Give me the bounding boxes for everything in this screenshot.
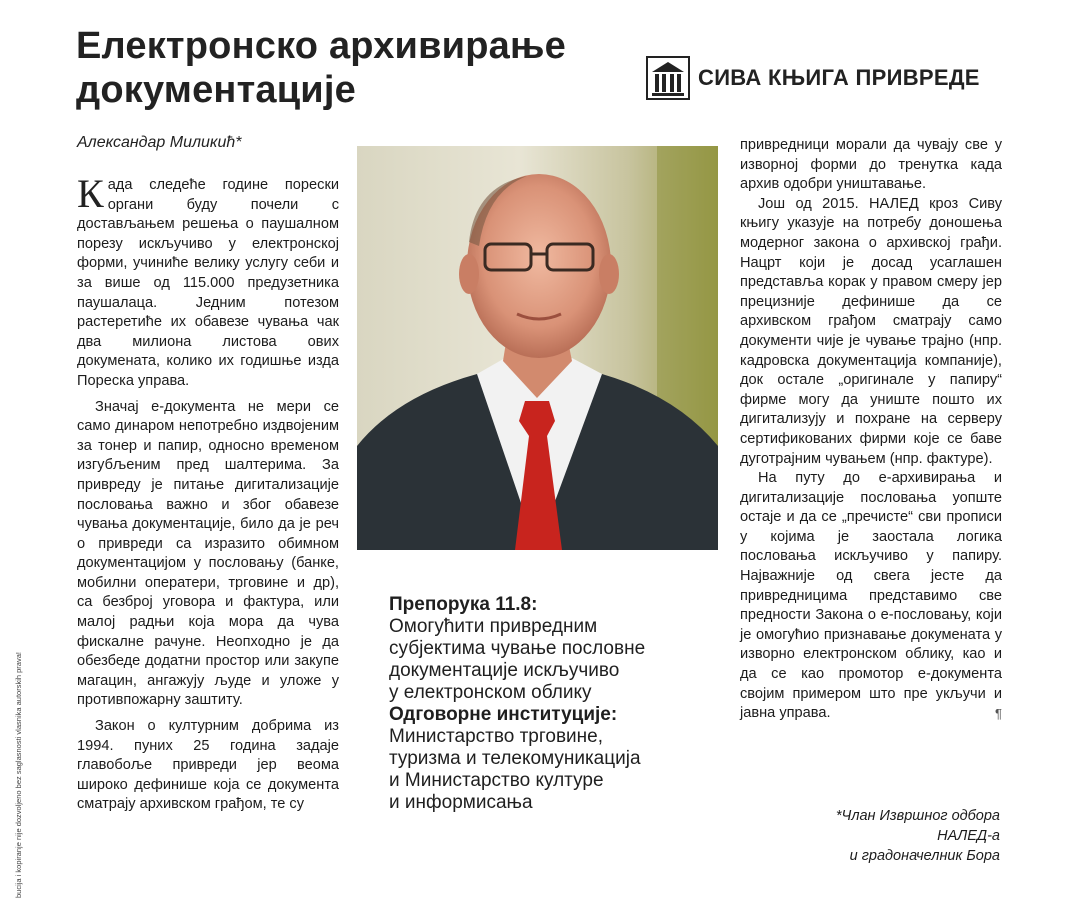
recommendation-label: Препорука 11.8: [389, 594, 538, 615]
brand-title: СИВА КЊИГА ПРИВРЕДЕ [698, 65, 980, 90]
right-paragraph-3 [740, 469, 1002, 724]
left-article-column [77, 171, 339, 815]
building-columns-logo [646, 56, 690, 100]
recommendation-line-1: Омогућити привредним [389, 616, 598, 637]
institutions-label: Одговорне институције: [389, 704, 618, 725]
right-article-column [740, 136, 1002, 724]
signature-line-1: *Члан Извршног одбора [835, 808, 1000, 824]
author-byline: Александар Миликић* [77, 134, 242, 151]
right-paragraph-1: привредници морали да чувају све у изворној форми до тренутка када архив одобри уништавање. [740, 137, 1002, 193]
recommendation-box [389, 594, 709, 814]
headline-line-1: Електронско архивирање [76, 25, 566, 67]
signature-line-3: и градоначелник Бора [849, 848, 1000, 864]
left-paragraph-3: Закон о културним добрима из 1994. пуних 25 година задаје главобоље привреди јер веома широко дефинише која се документа сматрају архивском грађом, те су [77, 718, 339, 813]
institution-line-1: Министарство трговине, [389, 726, 603, 747]
author-signature-note [760, 806, 1000, 866]
institution-line-2: туризма и телекомуникација [389, 748, 641, 769]
recommendation-line-2: субјектима чување пословне [389, 638, 646, 659]
left-paragraph-1 [77, 171, 339, 392]
copyright-text: bucija i kopiranje nije dozvoljeno bez saglasnosti vlasnika autorskih prava! [14, 652, 23, 898]
headline-line-2: документације [76, 69, 356, 111]
article-headline [76, 24, 636, 112]
left-paragraph-1-text: ада следеће године порески органи буду почели с достављањем решења о паушалном порезу искључиво у електронској форми, учиниће велику услугу себи и за више од 115.000 предузетника паушалаца. Једним потезом растеретиће их обавезе чувања чак два милиона листова ових докумената, колико их годишње изда Пореска управа. [77, 177, 339, 389]
author-portrait-photo [357, 146, 718, 550]
left-paragraph-2: Значај е-документа не мери се само динаром непотребно издвојеним за тонер и папир, односно временом изгубљеним пред шалтерима. За привреду је питање дигитализације пословања важно и због обавезе чувања документације, било да је реч о привреди са изразито обимном документацијом у пословању (банке, мобилни оператери, трговине и др), са безброј уговора и фактура, или малој радњи која мора да чува фискалне рачуне. Неопходно је да обезбеде додатни простор или закупе магацин, ангажују људе и уложе у противпожарну заштиту. [77, 398, 339, 709]
recommendation-line-3: документације искључиво [389, 660, 620, 681]
drop-cap: К [77, 171, 104, 216]
signature-line-2: НАЛЕД-а [937, 828, 1000, 844]
recommendation-line-4: у електронском облику [389, 682, 592, 703]
right-paragraph-3-text: На путу до е-архивирања и дигитализације пословања уопште остаје и да се „пречисте“ сви прописи у којима је заостала логика пословања искључиво у папиру. Најважније од свега јесте да привредницима представимо све предности Закона о е-пословању, који је омогућио признавање докумената у изворно електронском облику, као и да се као промотор е-документа својим примером што пре укључи и јавна управа. [740, 470, 1002, 722]
right-paragraph-2: Још од 2015. НАЛЕД кроз Сиву књигу указује на потребу доношења модерног закона о архивској грађи. Нацрт који је досад усаглашен представља корак у правом смеру јер прецизније дефинише да се архивском грађом сматрају само документи чије је чување трајно (нпр. кадровска документација компаније), док остале „оригинале у папиру“ фирме могу да униште пошто их дигитализују и похране на серверу сертификованих фирми које се баве дуготрајним чувањем (нпр. фактуре). [740, 195, 1002, 467]
end-of-article-mark: ¶ [995, 706, 1002, 722]
institution-line-4: и информисања [389, 792, 533, 813]
institution-line-3: и Министарство културе [389, 770, 604, 791]
portrait-illustration [357, 146, 718, 550]
section-brand [646, 54, 980, 102]
copyright-sidebar-note [6, 580, 23, 900]
